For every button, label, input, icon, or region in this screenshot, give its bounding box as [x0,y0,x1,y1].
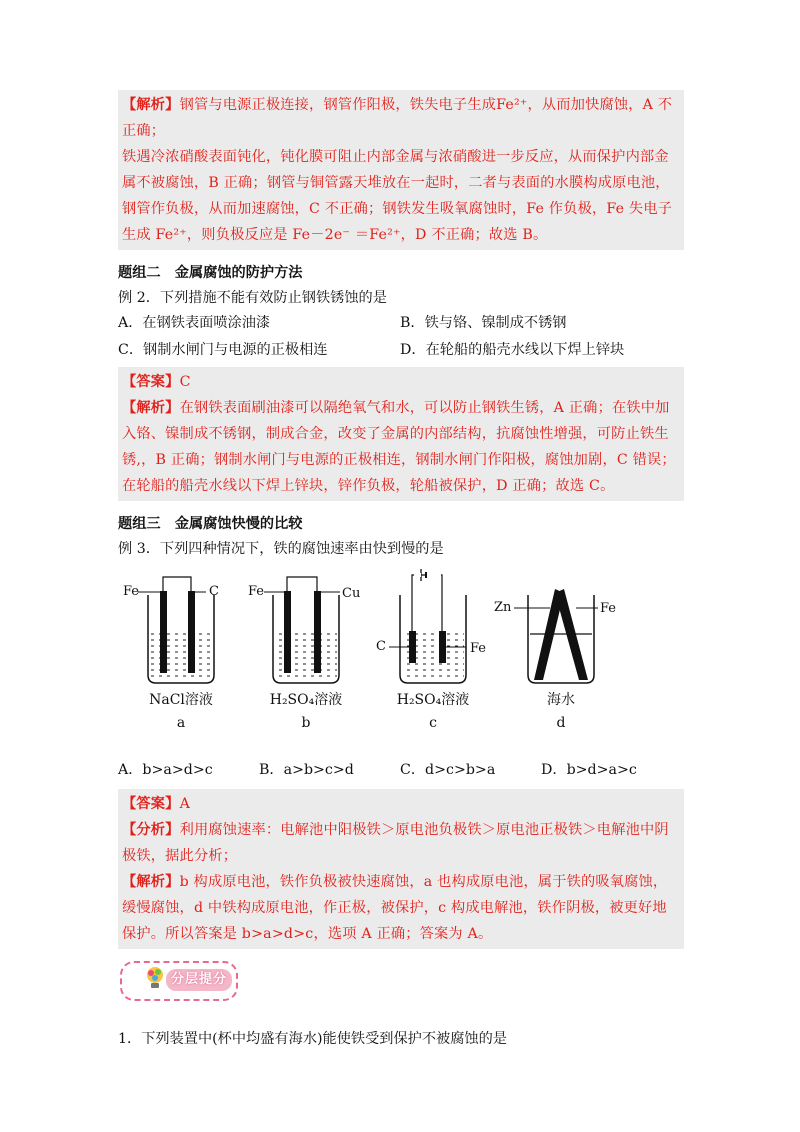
document-page [118,90,684,1051]
analysis-label: 【解析】 [122,874,180,890]
caption-letter-d: d [556,715,566,731]
beaker-a [138,577,214,683]
lightbulb-icon [144,965,166,991]
section-badge [120,957,238,1003]
option-b: B．铁与铬、镍制成不锈钢 [400,315,567,331]
section-heading-group3: 题组三 金属腐蚀快慢的比较 [118,516,303,532]
electrode-fe-a [160,591,167,673]
question-stem-3: 例 3．下列四种情况下，铁的腐蚀速率由快到慢的是 [118,541,444,557]
wire-b [287,577,317,591]
beaker-d [514,589,598,683]
answer-value: A [179,796,191,812]
analysis-text: 在钢铁表面刷油漆可以隔绝氧气和水，可以防止钢铁生锈，A 正确；在铁中加入铬、镍制成不锈钢，制成合金，改变了金属的内部结构，抗腐蚀性增强，可防止铁生锈,，B 正确；钢制水闸门与电源的正极相连，钢制水闸门作阳极，腐蚀加剧，C 错误；在轮船的船壳水线以下焊上锌块，锌作负极，轮船被保护，D 正确；故选 C。 [122,400,676,494]
electrode-c-a [188,591,195,673]
label-c-a: C [209,584,219,599]
label-cu-b: Cu [342,586,361,601]
option-a: A．b>a>d>c [118,762,213,778]
answer-label: 【答案】 [122,374,180,390]
option-c: C．d>c>b>a [400,762,496,778]
electrode-fe-c [439,631,446,663]
label-zn-d: Zn [494,600,512,615]
analysis-label: 【解析】 [122,97,180,113]
option-d: D．b>d>a>c [541,762,637,778]
answer-label: 【答案】 [122,796,180,812]
analysis-label: 【解析】 [122,400,180,416]
caption-solution-b: H₂SO₄溶液 [269,692,343,708]
caption-letter-c: c [429,715,437,731]
answer-value: C [179,374,191,390]
option-c: C．钢制水闸门与电源的正极相连 [118,342,328,358]
caption-solution-a: NaCl溶液 [149,692,213,708]
answer-block-2 [118,367,684,501]
label-c-c: C [376,639,386,654]
section-heading-group2: 题组二 金属腐蚀的防护方法 [118,265,303,281]
analysis-text: 铁遇冷浓硝酸表面钝化，钝化膜可阻止内部金属与浓硝酸进一步反应，从而保护内部金属不被腐蚀，B 正确；钢管与铜管露天堆放在一起时，二者与表面的水膜构成原电池，钢管作负极，从而加速腐蚀，C 不正确；钢铁发生吸氧腐蚀时，Fe 作负极，Fe 失电子生成 Fe²⁺，则负极反应是 Fe－2e⁻ ＝Fe²⁺，D 不正确；故选 B。 [122,149,673,243]
label-fe-c: Fe [470,641,487,656]
analysis-block-1 [118,90,684,250]
options-list-3 [118,757,684,783]
electrode-cu-b [314,591,321,673]
analysis-text: b 构成原电池，铁作负极被快速腐蚀，a 也构成原电池，属于铁的吸氧腐蚀，缓慢腐蚀，d 中铁构成原电池，作正极，被保护，c 构成电解池，铁作阴极，被更好地保护。所以答案是 b>a>d>c，选项 A 正确；答案为 A。 [122,874,668,942]
caption-letter-a: a [176,715,186,731]
wire-a [163,577,191,591]
caption-solution-c: H₂SO₄溶液 [396,692,470,708]
question-stem-2: 例 2．下列措施不能有效防止钢铁锈蚀的是 [118,290,387,306]
electrode-fe-b [284,591,291,673]
fenxi-text: 利用腐蚀速率：电解池中阳极铁＞原电池负极铁＞原电池正极铁＞电解池中阴极铁，据此分析； [122,822,669,864]
question-1: 1．下列装置中(杯中均盛有海水)能使铁受到保护不被腐蚀的是 [118,1031,507,1047]
answer-block-3 [118,789,684,949]
beaker-c [389,569,466,683]
label-fe-a: Fe [123,584,140,599]
electrode-c-c [409,631,416,663]
label-fe-b: Fe [248,584,265,599]
badge-text: 分层提分 [166,969,232,991]
beaker-b [264,577,340,683]
option-d: D．在轮船的船壳水线以下焊上锌块 [400,342,625,358]
wire-c [412,575,442,631]
options-list-2 [118,310,684,364]
analysis-text: 钢管与电源正极连接，钢管作阳极，铁失电子生成Fe²⁺，从而加快腐蚀，A 不正确； [122,97,673,139]
experiment-diagram [118,565,684,755]
caption-letter-b: b [301,715,311,731]
label-fe-d: Fe [600,601,617,616]
caption-solution-d: 海水 [547,692,575,708]
fenxi-label: 【分析】 [122,822,180,838]
option-b: B．a>b>c>d [259,762,354,778]
option-a: A．在钢铁表面喷涂油漆 [118,315,271,331]
